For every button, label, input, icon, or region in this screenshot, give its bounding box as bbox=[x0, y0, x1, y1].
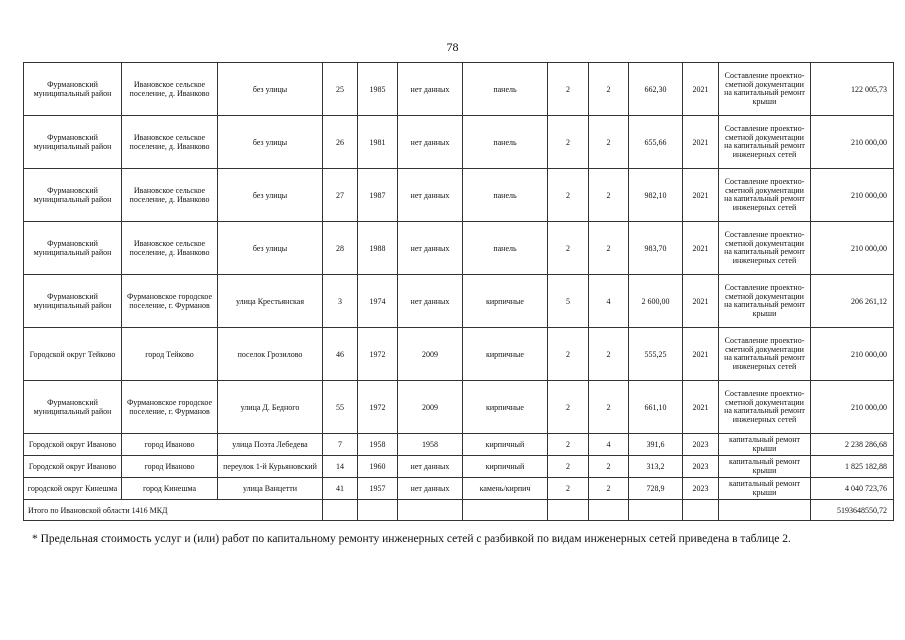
entrances-cell: 2 bbox=[589, 169, 629, 222]
area-cell: 728,9 bbox=[629, 478, 683, 500]
settlement-cell: Ивановское сельское поселение, д. Иванково bbox=[122, 169, 218, 222]
renovation-year-cell: нет данных bbox=[398, 222, 463, 275]
wall-material-cell: кирпичный bbox=[463, 434, 548, 456]
settlement-cell: город Кинешма bbox=[122, 478, 218, 500]
cost-cell: 210 000,00 bbox=[811, 381, 894, 434]
work-type-cell: Составление проектно-сметной документации на капитальный ремонт инженерных сетей bbox=[719, 116, 811, 169]
house-number-cell: 27 bbox=[323, 169, 358, 222]
work-year-cell: 2023 bbox=[683, 434, 719, 456]
floors-cell: 5 bbox=[548, 275, 589, 328]
floors-cell: 2 bbox=[548, 63, 589, 116]
floors-cell: 2 bbox=[548, 434, 589, 456]
street-cell: без улицы bbox=[218, 169, 323, 222]
table-row bbox=[24, 328, 894, 381]
page-number: 78 bbox=[446, 40, 459, 54]
table-row bbox=[24, 381, 894, 434]
municipality-cell: Фурмановский муниципальный район bbox=[24, 222, 122, 275]
work-year-cell: 2021 bbox=[683, 381, 719, 434]
work-year-cell: 2021 bbox=[683, 222, 719, 275]
municipality-cell: Фурмановский муниципальный район bbox=[24, 381, 122, 434]
build-year-cell: 1974 bbox=[358, 275, 398, 328]
cost-cell: 2 238 286,68 bbox=[811, 434, 894, 456]
wall-material-cell: кирпичные bbox=[463, 328, 548, 381]
table-row bbox=[24, 478, 894, 500]
street-cell: улица Крестьянская bbox=[218, 275, 323, 328]
work-year-cell: 2021 bbox=[683, 275, 719, 328]
entrances-cell: 4 bbox=[589, 434, 629, 456]
empty-cell bbox=[398, 500, 463, 521]
renovation-year-cell: нет данных bbox=[398, 63, 463, 116]
renovation-year-cell: 2009 bbox=[398, 381, 463, 434]
renovation-year-cell: нет данных bbox=[398, 275, 463, 328]
street-cell: улица Поэта Лебедева bbox=[218, 434, 323, 456]
municipality-cell: Городской округ Тейково bbox=[24, 328, 122, 381]
work-type-cell: Составление проектно-сметной документации на капитальный ремонт инженерных сетей bbox=[719, 169, 811, 222]
settlement-cell: Фурмановское городское поселение, г. Фурманов bbox=[122, 381, 218, 434]
work-year-cell: 2021 bbox=[683, 116, 719, 169]
house-number-cell: 41 bbox=[323, 478, 358, 500]
wall-material-cell: панель bbox=[463, 63, 548, 116]
build-year-cell: 1972 bbox=[358, 328, 398, 381]
cost-cell: 210 000,00 bbox=[811, 116, 894, 169]
house-number-cell: 3 bbox=[323, 275, 358, 328]
build-year-cell: 1958 bbox=[358, 434, 398, 456]
floors-cell: 2 bbox=[548, 478, 589, 500]
work-type-cell: капитальный ремонт крыши bbox=[719, 478, 811, 500]
entrances-cell: 2 bbox=[589, 478, 629, 500]
municipality-cell: городской округ Кинешма bbox=[24, 478, 122, 500]
house-number-cell: 26 bbox=[323, 116, 358, 169]
floors-cell: 2 bbox=[548, 222, 589, 275]
area-cell: 662,30 bbox=[629, 63, 683, 116]
wall-material-cell: камень/кирпич bbox=[463, 478, 548, 500]
total-label: Итого по Ивановской области 1416 МКД bbox=[24, 500, 323, 521]
settlement-cell: город Тейково bbox=[122, 328, 218, 381]
work-type-cell: Составление проектно-сметной документации на капитальный ремонт инженерных сетей bbox=[719, 222, 811, 275]
wall-material-cell: панель bbox=[463, 169, 548, 222]
street-cell: улица Д. Бедного bbox=[218, 381, 323, 434]
work-year-cell: 2021 bbox=[683, 169, 719, 222]
renovation-year-cell: нет данных bbox=[398, 116, 463, 169]
floors-cell: 2 bbox=[548, 456, 589, 478]
cost-cell: 210 000,00 bbox=[811, 222, 894, 275]
build-year-cell: 1987 bbox=[358, 169, 398, 222]
municipality-cell: Фурмановский муниципальный район bbox=[24, 275, 122, 328]
build-year-cell: 1985 bbox=[358, 63, 398, 116]
work-year-cell: 2021 bbox=[683, 328, 719, 381]
table-row bbox=[24, 169, 894, 222]
empty-cell bbox=[719, 500, 811, 521]
cost-cell: 210 000,00 bbox=[811, 169, 894, 222]
table-row bbox=[24, 116, 894, 169]
entrances-cell: 2 bbox=[589, 116, 629, 169]
municipality-cell: Городской округ Иваново bbox=[24, 434, 122, 456]
work-type-cell: Составление проектно-сметной документации на капитальный ремонт инженерных сетей bbox=[719, 381, 811, 434]
settlement-cell: Ивановское сельское поселение, д. Иванково bbox=[122, 63, 218, 116]
house-number-cell: 25 bbox=[323, 63, 358, 116]
entrances-cell: 2 bbox=[589, 328, 629, 381]
house-number-cell: 7 bbox=[323, 434, 358, 456]
total-value: 5193648550,72 bbox=[811, 500, 894, 521]
empty-cell bbox=[589, 500, 629, 521]
work-type-cell: капитальный ремонт крыши bbox=[719, 434, 811, 456]
street-cell: переулок 1-й Курьяновский bbox=[218, 456, 323, 478]
table-row bbox=[24, 275, 894, 328]
cost-cell: 210 000,00 bbox=[811, 328, 894, 381]
renovation-year-cell: 2009 bbox=[398, 328, 463, 381]
renovation-year-cell: нет данных bbox=[398, 169, 463, 222]
municipality-cell: Фурмановский муниципальный район bbox=[24, 116, 122, 169]
build-year-cell: 1988 bbox=[358, 222, 398, 275]
build-year-cell: 1960 bbox=[358, 456, 398, 478]
empty-cell bbox=[358, 500, 398, 521]
street-cell: без улицы bbox=[218, 63, 323, 116]
municipality-cell: Фурмановский муниципальный район bbox=[24, 169, 122, 222]
renovation-year-cell: нет данных bbox=[398, 456, 463, 478]
build-year-cell: 1972 bbox=[358, 381, 398, 434]
house-number-cell: 28 bbox=[323, 222, 358, 275]
settlement-cell: город Иваново bbox=[122, 434, 218, 456]
street-cell: поселок Грозилово bbox=[218, 328, 323, 381]
empty-cell bbox=[683, 500, 719, 521]
house-number-cell: 46 bbox=[323, 328, 358, 381]
empty-cell bbox=[548, 500, 589, 521]
empty-cell bbox=[463, 500, 548, 521]
work-type-cell: Составление проектно-сметной документации на капитальный ремонт крыши bbox=[719, 275, 811, 328]
empty-cell bbox=[323, 500, 358, 521]
house-number-cell: 55 bbox=[323, 381, 358, 434]
build-year-cell: 1981 bbox=[358, 116, 398, 169]
cost-cell: 4 040 723,76 bbox=[811, 478, 894, 500]
table-row bbox=[24, 434, 894, 456]
street-cell: улица Ванцетти bbox=[218, 478, 323, 500]
work-type-cell: Составление проектно-сметной документации на капитальный ремонт крыши bbox=[719, 63, 811, 116]
settlement-cell: Ивановское сельское поселение, д. Иванково bbox=[122, 222, 218, 275]
area-cell: 982,10 bbox=[629, 169, 683, 222]
area-cell: 391,6 bbox=[629, 434, 683, 456]
floors-cell: 2 bbox=[548, 381, 589, 434]
wall-material-cell: кирпичные bbox=[463, 381, 548, 434]
work-type-cell: Составление проектно-сметной документации на капитальный ремонт инженерных сетей bbox=[719, 328, 811, 381]
entrances-cell: 2 bbox=[589, 63, 629, 116]
cost-cell: 122 005,73 bbox=[811, 63, 894, 116]
work-year-cell: 2023 bbox=[683, 456, 719, 478]
area-cell: 555,25 bbox=[629, 328, 683, 381]
area-cell: 313,2 bbox=[629, 456, 683, 478]
area-cell: 655,66 bbox=[629, 116, 683, 169]
floors-cell: 2 bbox=[548, 116, 589, 169]
table-row bbox=[24, 63, 894, 116]
wall-material-cell: кирпичные bbox=[463, 275, 548, 328]
entrances-cell: 2 bbox=[589, 381, 629, 434]
municipality-cell: Фурмановский муниципальный район bbox=[24, 63, 122, 116]
work-type-cell: капитальный ремонт крыши bbox=[719, 456, 811, 478]
wall-material-cell: панель bbox=[463, 222, 548, 275]
settlement-cell: Ивановское сельское поселение, д. Иванково bbox=[122, 116, 218, 169]
area-cell: 983,70 bbox=[629, 222, 683, 275]
empty-cell bbox=[629, 500, 683, 521]
housing-registry-table bbox=[23, 62, 894, 521]
total-row bbox=[24, 500, 894, 521]
footnote: * Предельная стоимость услуг и (или) работ по капитальному ремонту инженерных сетей с разбивкой по видам инженерных сетей приведена в таблице 2. bbox=[32, 533, 791, 545]
renovation-year-cell: нет данных bbox=[398, 478, 463, 500]
street-cell: без улицы bbox=[218, 116, 323, 169]
entrances-cell: 2 bbox=[589, 222, 629, 275]
renovation-year-cell: 1958 bbox=[398, 434, 463, 456]
table-row bbox=[24, 222, 894, 275]
wall-material-cell: кирпичный bbox=[463, 456, 548, 478]
wall-material-cell: панель bbox=[463, 116, 548, 169]
cost-cell: 1 825 182,88 bbox=[811, 456, 894, 478]
municipality-cell: Городской округ Иваново bbox=[24, 456, 122, 478]
settlement-cell: город Иваново bbox=[122, 456, 218, 478]
floors-cell: 2 bbox=[548, 169, 589, 222]
table-row bbox=[24, 456, 894, 478]
cost-cell: 206 261,12 bbox=[811, 275, 894, 328]
settlement-cell: Фурмановское городское поселение, г. Фурманов bbox=[122, 275, 218, 328]
entrances-cell: 4 bbox=[589, 275, 629, 328]
entrances-cell: 2 bbox=[589, 456, 629, 478]
build-year-cell: 1957 bbox=[358, 478, 398, 500]
house-number-cell: 14 bbox=[323, 456, 358, 478]
area-cell: 661,10 bbox=[629, 381, 683, 434]
work-year-cell: 2021 bbox=[683, 63, 719, 116]
area-cell: 2 600,00 bbox=[629, 275, 683, 328]
work-year-cell: 2023 bbox=[683, 478, 719, 500]
floors-cell: 2 bbox=[548, 328, 589, 381]
street-cell: без улицы bbox=[218, 222, 323, 275]
